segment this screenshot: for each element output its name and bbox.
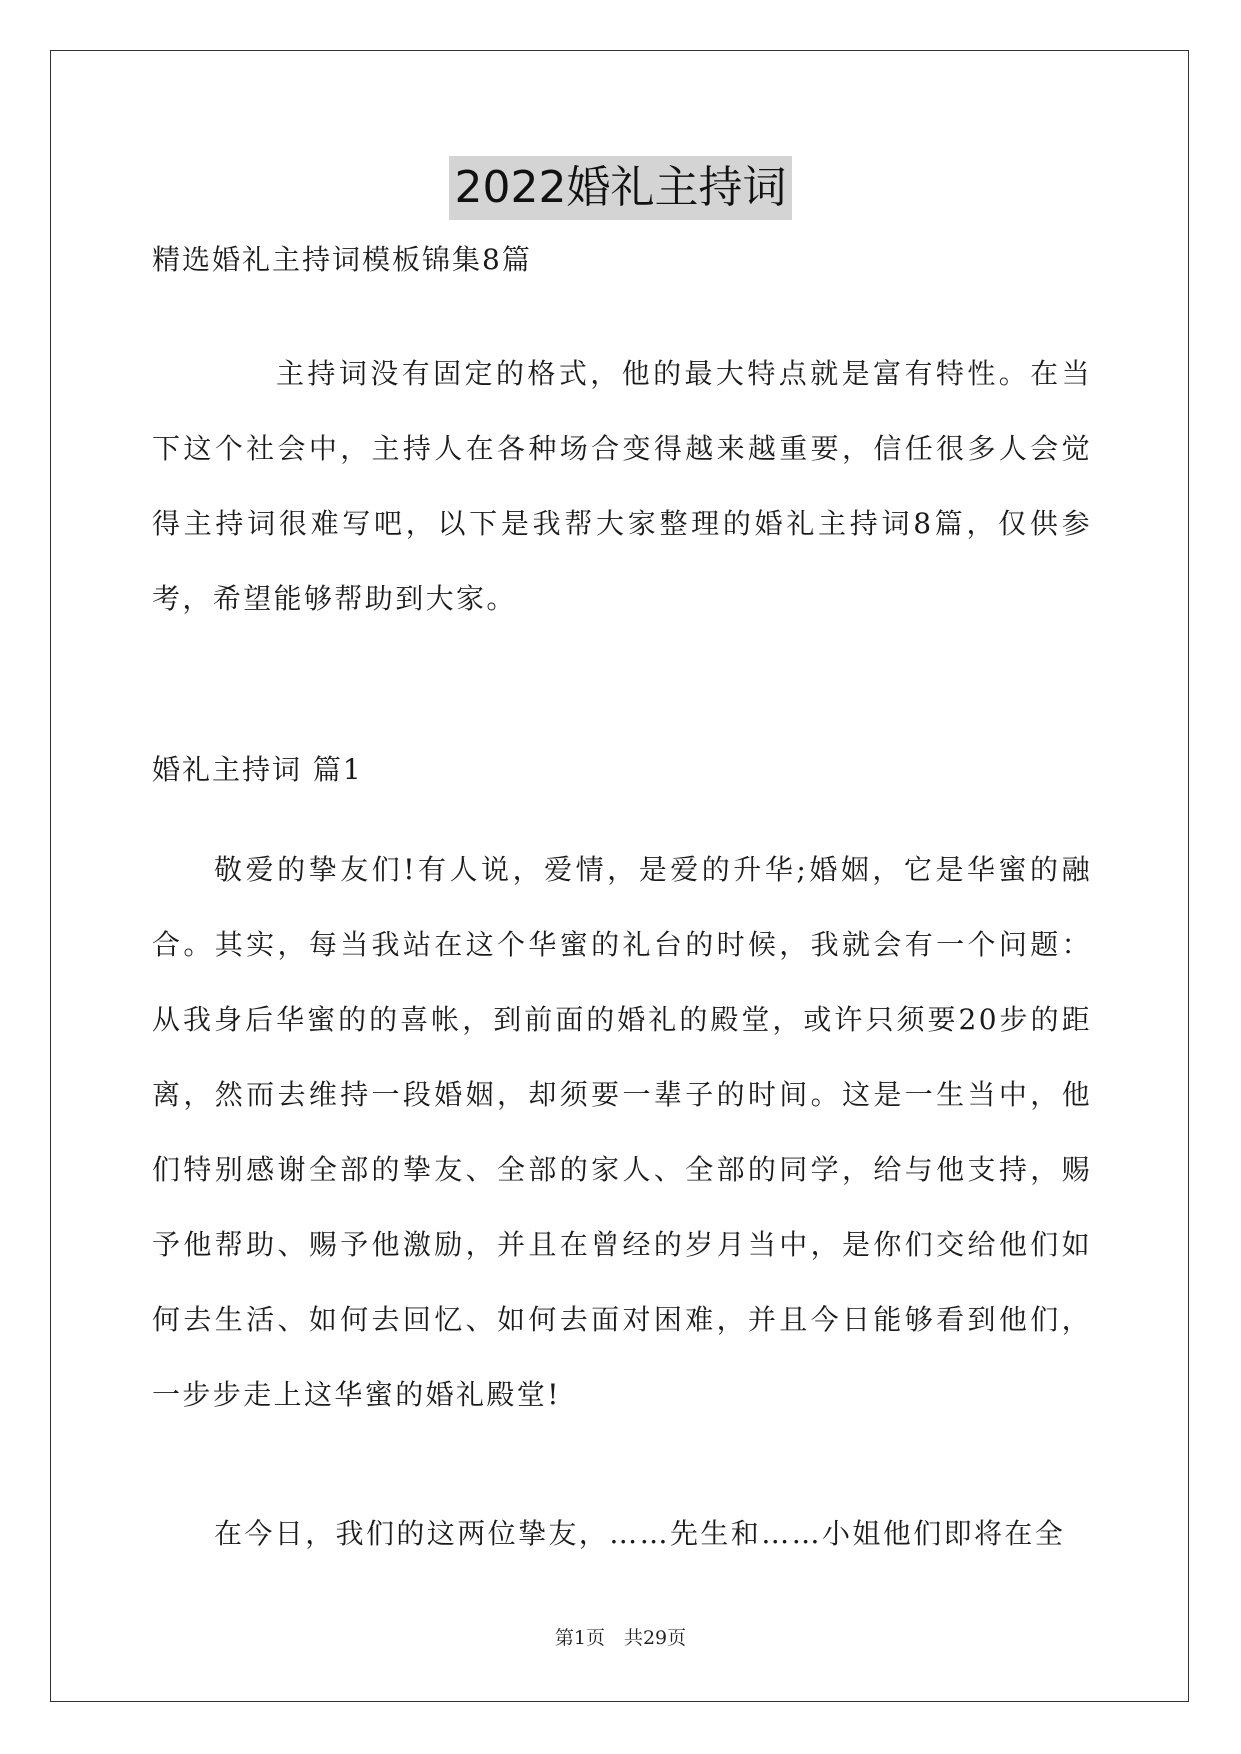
document-title: 2022婚礼主持词 (449, 156, 793, 220)
body-paragraph: 敬爱的挚友们!有人说，爱情，是爱的升华;婚姻，它是华蜜的融合。其实，每当我站在这个华蜜的礼台的时候，我就会有一个问题：从我身后华蜜的的喜帐，到前面的婚礼的殿堂，或许只须要20步的距离，然而去维持一段婚姻，却须要一辈子的时间。这是一生当中，他们特别感谢全部的挚友、全部的家人、全部的同学，给与他支持，赐予他帮助、赐予他激励，并且在曾经的岁月当中，是你们交给他们如何去生活、如何去回忆、如何去面对困难，并且今日能够看到他们，一步步走上这华蜜的婚礼殿堂! (152, 853, 1092, 1411)
page-number: 第1页 共29页 (554, 1627, 687, 1649)
body-paragraph: 在今日，我们的这两位挚友，……先生和……小姐他们即将在全 (214, 1517, 1066, 1550)
intro-paragraph: 主持词没有固定的格式，他的最大特点就是富有特性。在当下这个社会中，主持人在各种场合变得越来越重要，信任很多人会觉得主持词很难写吧，以下是我帮大家整理的婚礼主持词8篇，仅供参考，希望能够帮助到大家。 (152, 357, 1092, 615)
document-subtitle: 精选婚礼主持词模板锦集8篇 (152, 243, 532, 276)
section-heading: 婚礼主持词 篇1 (152, 753, 363, 786)
title-container (0, 156, 1241, 220)
